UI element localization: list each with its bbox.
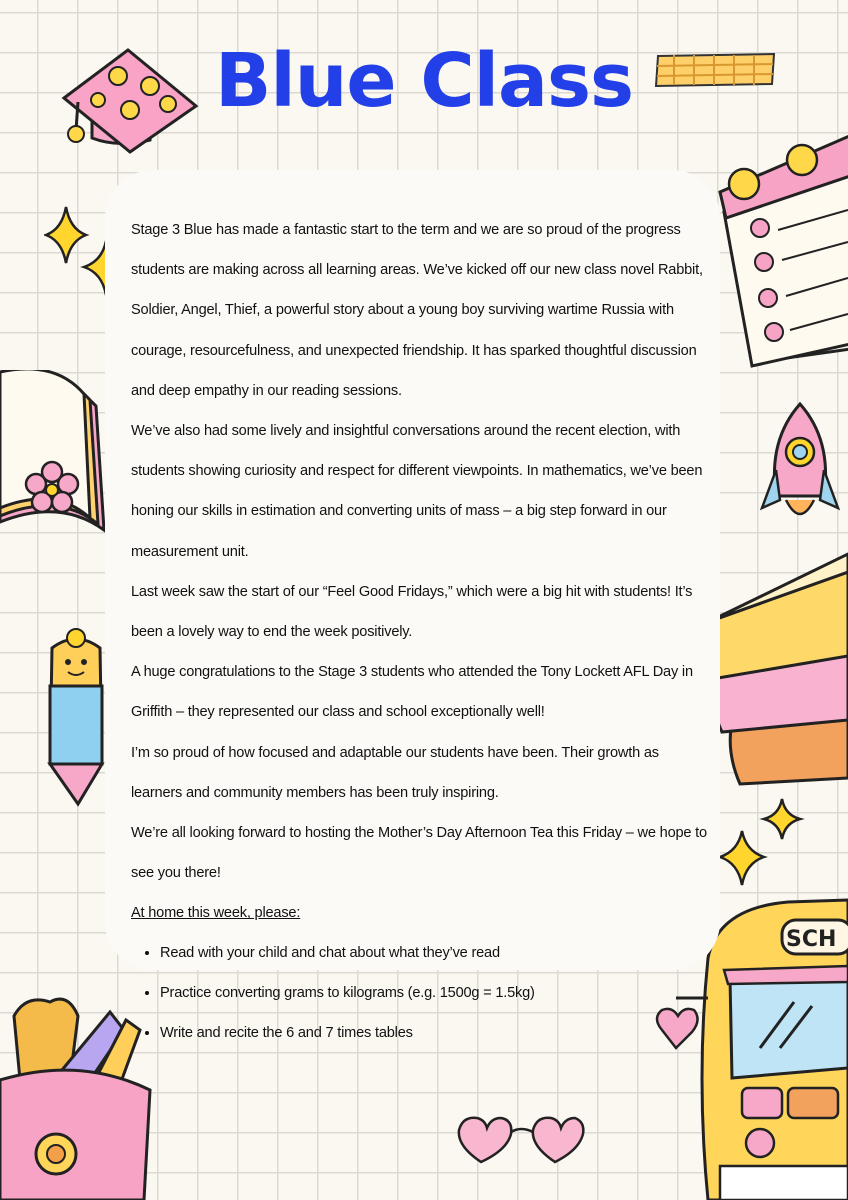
newsletter-body bbox=[131, 210, 711, 1053]
home-heading: At home this week, please: bbox=[131, 905, 301, 922]
paragraph-feel-good-fridays: Last week saw the start of our “Feel Good Fridays,” which were a big hit with students! It’s been a lovely way to end the week positively. bbox=[131, 583, 693, 641]
list-item: • Practice converting grams to kilograms (e.g. 1500g = 1.5kg) bbox=[160, 973, 711, 1013]
list-item: • Write and recite the 6 and 7 times tables bbox=[160, 1013, 711, 1053]
paragraph-election-maths: We’ve also had some lively and insightful conversations around the recent election, with students showing curiosity and respect for different viewpoints. In mathematics, we’ve been honing our skills in estimation and converting units of mass – a big step forward in our measurement unit. bbox=[131, 423, 703, 560]
books-stack-sticker bbox=[706, 552, 848, 787]
home-list bbox=[131, 933, 711, 1053]
page-title: Blue Class bbox=[214, 38, 634, 124]
rocket-sticker bbox=[758, 400, 843, 530]
notepad-sticker bbox=[718, 100, 848, 370]
paragraph-intro: Stage 3 Blue has made a fantastic start to the term and we are so proud of the progress students are making across all learning areas. We’ve kicked off our new class novel Rabbit, Soldier, Angel, Thief, a powerful story about a young boy surviving wartime Russia with courage, resourcefulness, and unexpected friendship. It has sparked thoughtful discussion and deep empathy in our reading sessions. bbox=[131, 222, 703, 399]
heart-glasses-sticker bbox=[455, 1110, 585, 1170]
paragraph-mothers-day: We’re all looking forward to hosting the Mother’s Day Afternoon Tea this Friday – we hope to see you there! bbox=[131, 825, 707, 882]
list-item: • Read with your child and chat about what they’ve read bbox=[160, 933, 711, 973]
bus-sign-text: SCH bbox=[786, 927, 837, 952]
paragraph-growth: I’m so proud of how focused and adaptable our students have been. Their growth as learners and community members has been truly inspiring. bbox=[131, 744, 659, 801]
open-book-sticker bbox=[0, 370, 115, 545]
sparkle-icon bbox=[716, 795, 806, 890]
paragraph-afl-day: A huge congratulations to the Stage 3 students who attended the Tony Lockett AFL Day in Griffith – they represented our class and school exceptionally well! bbox=[131, 664, 693, 721]
pencil-sticker bbox=[44, 628, 109, 808]
